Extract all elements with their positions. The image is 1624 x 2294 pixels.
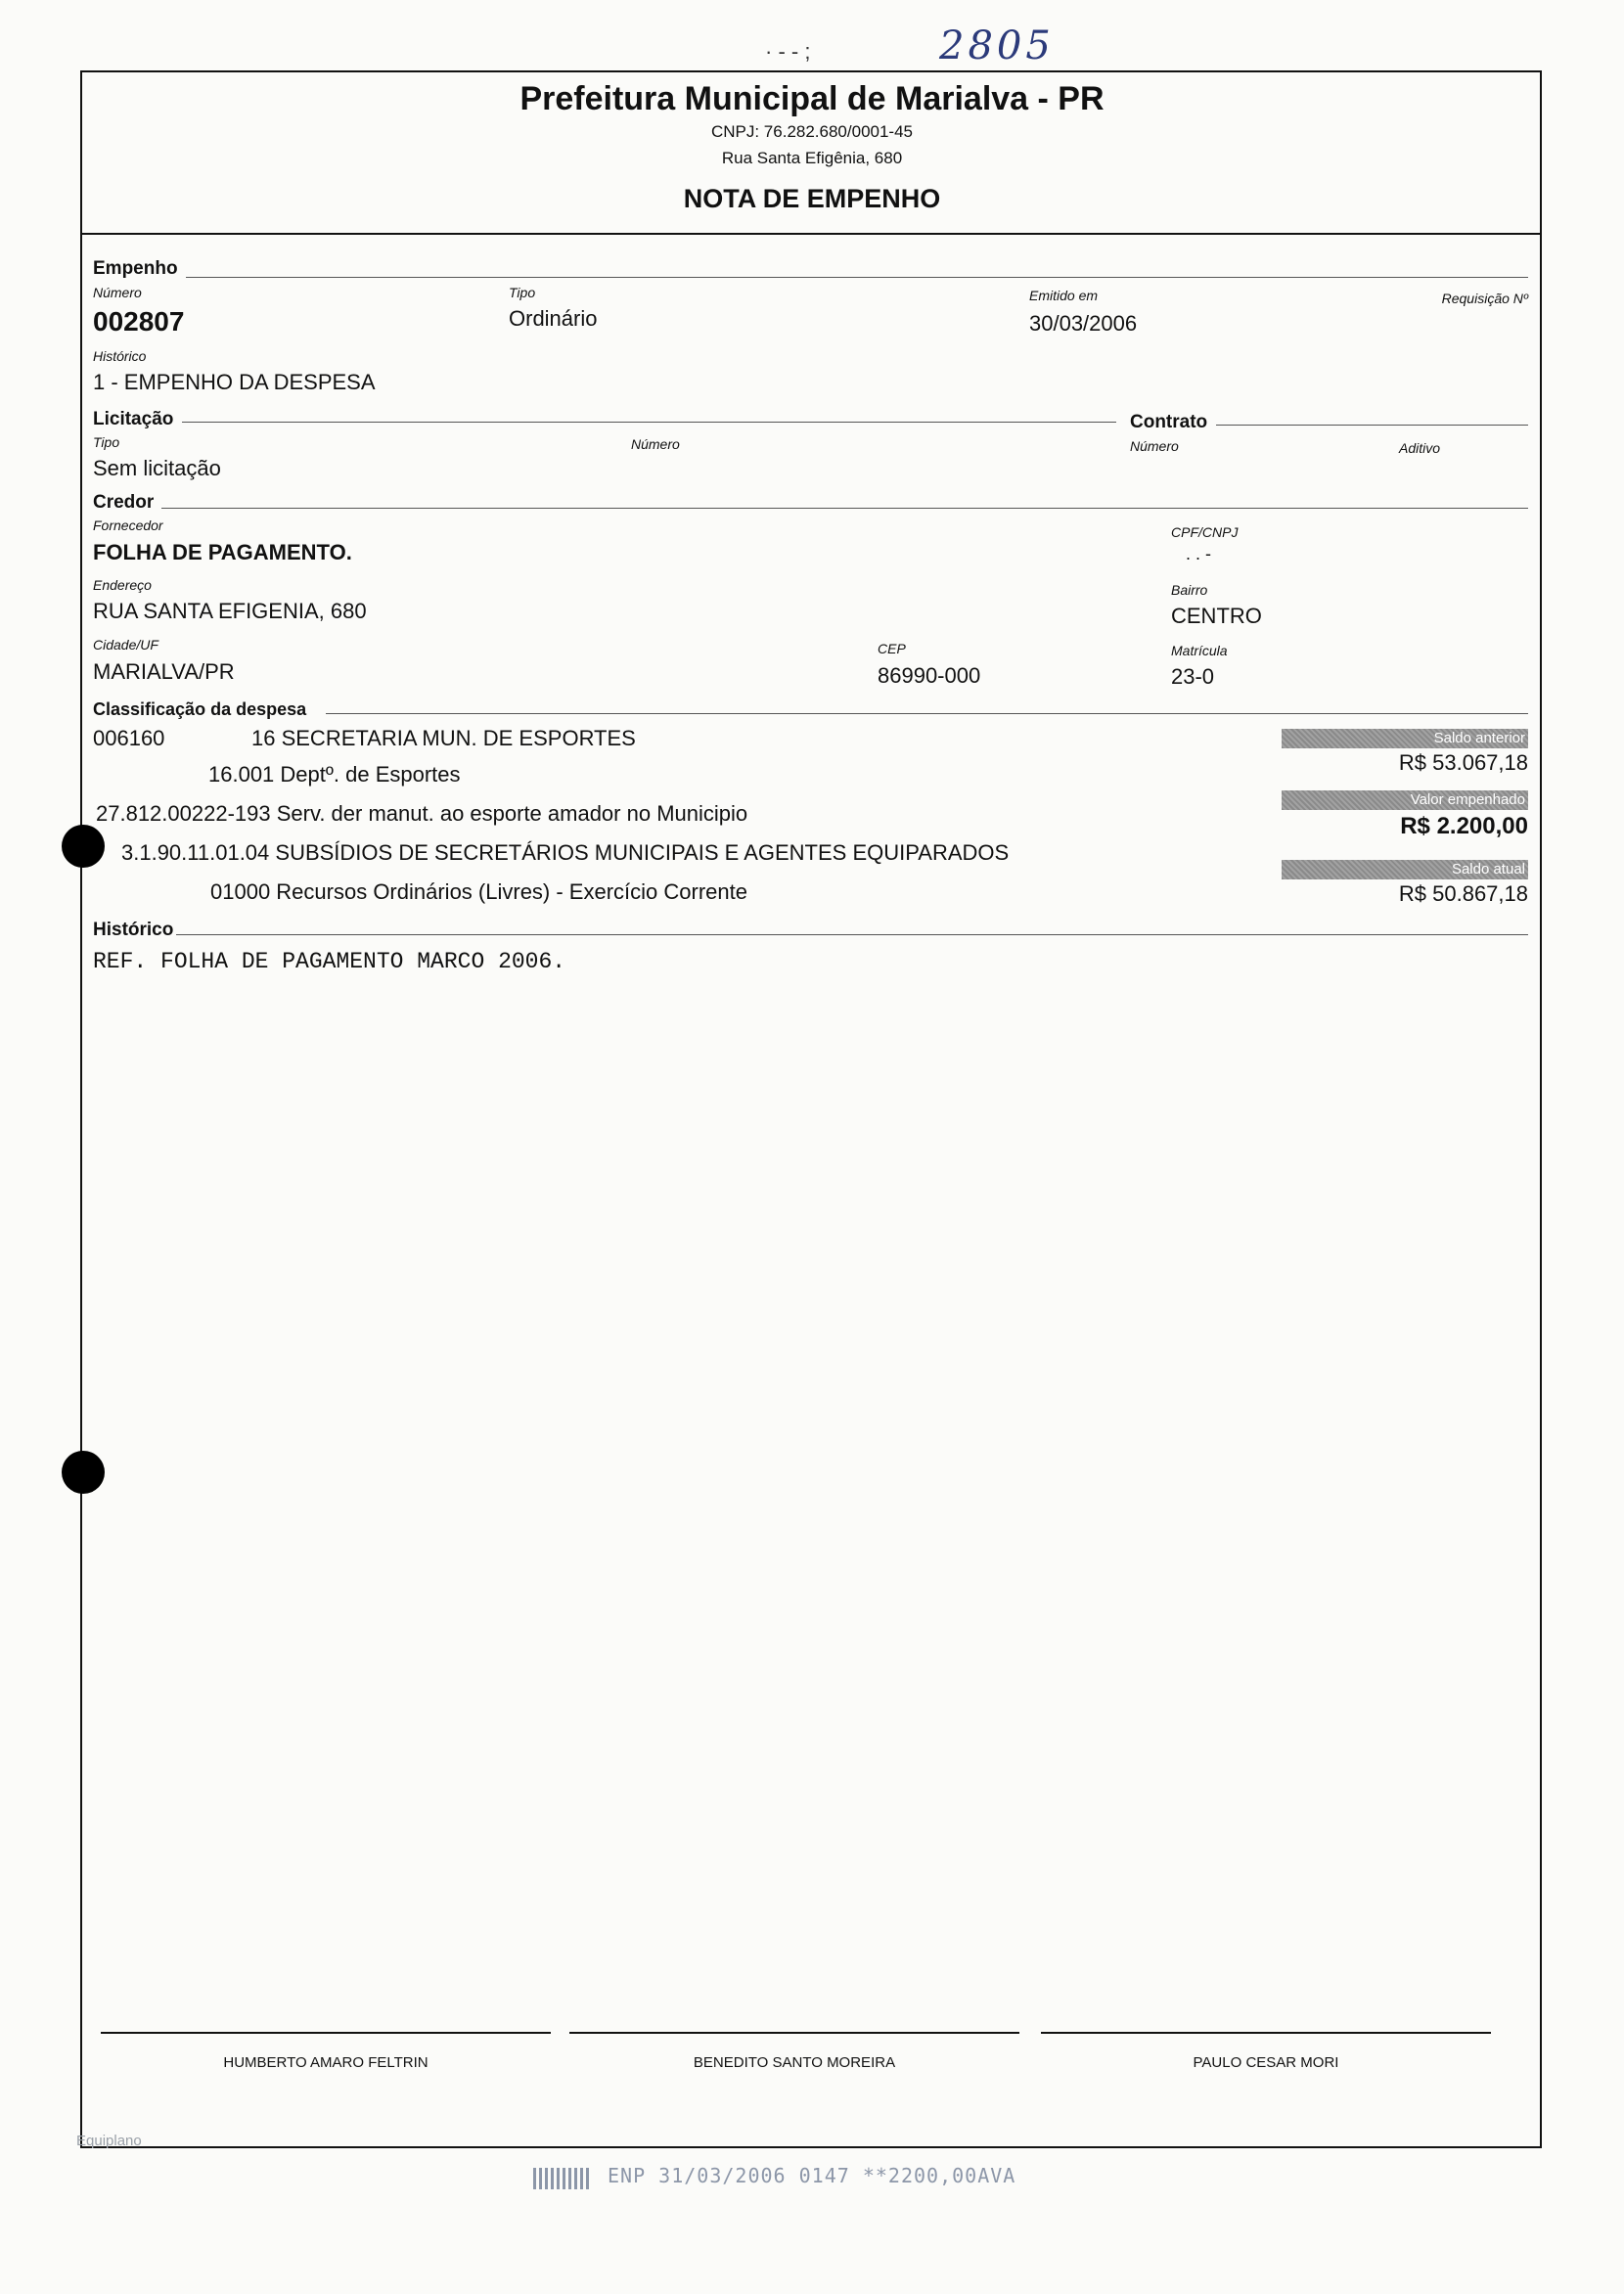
signature-name-2: BENEDITO SANTO MOREIRA [693,2054,896,2071]
page-title: Prefeitura Municipal de Marialva - PR [519,80,1105,117]
signature-name-1: HUMBERTO AMARO FELTRIN [223,2054,429,2071]
secretaria: 16 SECRETARIA MUN. DE ESPORTES [251,726,636,750]
empenho-numero: 002807 [93,306,185,337]
classificacao-code: 006160 [93,726,165,750]
saldo-atual: R$ 50.867,18 [1398,881,1528,906]
fornecedor-label: Fornecedor [93,517,163,533]
licitacao-tipo-label: Tipo [93,434,120,450]
saldo-anterior-label: Saldo anterior [1282,729,1528,748]
licitacao-section-title: Licitação [93,409,174,429]
address: Rua Santa Efigênia, 680 [721,149,903,167]
licitacao-rule [182,422,1116,423]
empenho-emitido: 30/03/2006 [1029,311,1138,336]
credor-section-title: Credor [93,492,155,513]
empenho-section-title: Empenho [93,258,178,279]
empenho-emitido-label: Emitido em [1029,288,1099,303]
historico-rule [176,934,1528,935]
header-divider [80,233,1542,235]
cidade: MARIALVA/PR [93,659,235,684]
saldo-anterior: R$ 53.067,18 [1398,750,1528,775]
requisicao-label: Requisição Nº [1441,291,1528,306]
signature-name-3: PAULO CESAR MORI [1193,2054,1339,2071]
cpf-cnpj: . . - [1186,544,1211,563]
cpf-cnpj-label: CPF/CNPJ [1171,524,1239,540]
signature-line-2 [569,2032,1019,2034]
licitacao-tipo: Sem licitação [93,456,221,480]
classificacao-rule [326,713,1528,714]
document-title: NOTA DE EMPENHO [683,184,941,213]
empenho-historico: 1 - EMPENHO DA DESPESA [93,370,376,394]
bank-stamp [533,2164,1015,2189]
footer-brand: Equiplano [76,2133,142,2149]
empenho-tipo-label: Tipo [509,285,536,300]
cep: 86990-000 [878,663,981,688]
historico-text: REF. FOLHA DE PAGAMENTO MARCO 2006. [93,949,566,974]
historico-section-title: Histórico [93,920,174,940]
programa: 27.812.00222-193 Serv. der manut. ao esporte amador no Municipio [96,801,748,826]
empenho-tipo: Ordinário [509,306,598,331]
matricula: 23-0 [1171,664,1215,689]
recurso: 01000 Recursos Ordinários (Livres) - Exercício Corrente [210,879,747,904]
classificacao-section-title: Classificação da despesa [93,699,307,719]
cnpj: CNPJ: 76.282.680/0001-45 [710,122,914,141]
empenho-historico-label: Histórico [93,348,147,364]
licitacao-numero-label: Número [631,436,680,452]
bairro-label: Bairro [1171,582,1208,598]
stamp-logo-icon [533,2168,590,2189]
valor-empenhado-label: Valor empenhado [1282,790,1528,810]
endereco-label: Endereço [93,577,152,593]
top-dots: · - - ; [765,39,811,64]
departamento: 16.001 Deptº. de Esportes [208,762,461,787]
saldo-atual-label: Saldo atual [1282,860,1528,879]
contrato-numero-label: Número [1130,438,1179,454]
signature-line-3 [1041,2032,1491,2034]
bairro: CENTRO [1171,604,1262,628]
punch-hole-top [62,825,105,868]
fornecedor: FOLHA DE PAGAMENTO. [93,540,352,564]
signature-line-1 [101,2032,551,2034]
empenho-numero-label: Número [93,285,142,300]
stamp-text: ENP 31/03/2006 0147 **2200,00AVA [608,2164,1016,2187]
contrato-section-title: Contrato [1130,412,1208,432]
endereco: RUA SANTA EFIGENIA, 680 [93,599,367,623]
cep-label: CEP [878,641,906,656]
matricula-label: Matrícula [1171,643,1228,658]
cidade-label: Cidade/UF [93,637,158,652]
elemento-despesa: 3.1.90.11.01.04 SUBSÍDIOS DE SECRETÁRIOS MUNICIPAIS E AGENTES EQUIPARADOS [121,840,1010,865]
valor-empenhado: R$ 2.200,00 [1400,813,1528,839]
punch-hole-bottom [62,1451,105,1494]
empenho-rule [186,277,1528,278]
contrato-aditivo-label: Aditivo [1399,440,1441,456]
credor-rule [161,508,1528,509]
handwritten-number: 2805 [939,23,1055,68]
contrato-rule [1216,425,1528,426]
